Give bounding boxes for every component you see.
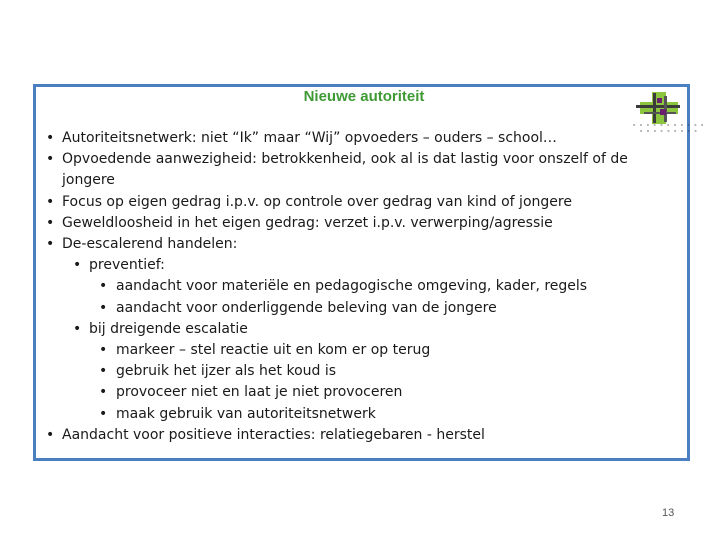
bullet-icon: • bbox=[99, 363, 108, 380]
list-item bbox=[42, 234, 682, 255]
list-item bbox=[42, 298, 682, 319]
bullet-icon: • bbox=[99, 342, 108, 359]
list-item-text: markeer – stel reactie uit en kom er op terug bbox=[116, 342, 431, 359]
list-item bbox=[42, 361, 682, 382]
list-item bbox=[42, 404, 682, 425]
list-item bbox=[42, 128, 682, 149]
list-item-text: De-escalerend handelen: bbox=[62, 236, 238, 253]
bullet-icon: • bbox=[99, 299, 108, 316]
list-item-text: preventief: bbox=[89, 257, 165, 274]
bullet-icon: • bbox=[46, 426, 55, 443]
logo-caption: x x x x x x x x x x x bbox=[633, 124, 705, 128]
list-item bbox=[42, 319, 682, 340]
bullet-icon: • bbox=[46, 130, 55, 146]
bullet-icon: • bbox=[73, 257, 82, 274]
list-item bbox=[42, 276, 682, 297]
bullet-icon: • bbox=[46, 193, 55, 210]
bullet-icon: • bbox=[46, 236, 55, 253]
logo-caption: x x x x x x x x x bbox=[640, 130, 698, 134]
list-item bbox=[42, 382, 682, 403]
page-number: 13 bbox=[662, 507, 675, 519]
list-item-text: provoceer niet en laat je niet provoceren bbox=[116, 384, 403, 401]
bullet-list bbox=[42, 128, 682, 446]
list-item-text: Autoriteitsnetwerk: niet “Ik” maar “Wij” opvoeders – ouders – school… bbox=[62, 130, 557, 146]
list-item-text: Aandacht voor positieve interacties: relatiegebaren - herstel bbox=[62, 426, 485, 443]
slide-title: Nieuwe autoriteit bbox=[303, 88, 425, 105]
list-item bbox=[42, 425, 682, 446]
bullet-icon: • bbox=[99, 278, 108, 295]
bullet-icon: • bbox=[46, 214, 55, 231]
list-item-text: Opvoedende aanwezigheid: betrokkenheid, ook al is dat lastig voor onszelf of de jongere bbox=[62, 151, 628, 189]
list-item bbox=[42, 192, 682, 213]
bullet-icon: • bbox=[99, 405, 108, 422]
list-item bbox=[42, 340, 682, 361]
list-item bbox=[42, 149, 682, 191]
bullet-icon: • bbox=[99, 384, 108, 401]
list-item bbox=[42, 213, 682, 234]
list-item bbox=[42, 255, 682, 276]
list-item-text: Focus op eigen gedrag i.p.v. op controle over gedrag van kind of jongere bbox=[62, 193, 572, 210]
list-item-text: bij dreigende escalatie bbox=[89, 320, 248, 337]
list-item-text: aandacht voor materiële en pedagogische omgeving, kader, regels bbox=[116, 278, 588, 295]
bullet-icon: • bbox=[73, 320, 82, 337]
list-item-text: maak gebruik van autoriteitsnetwerk bbox=[116, 405, 376, 422]
list-item-text: Geweldloosheid in het eigen gedrag: verzet i.p.v. verwerping/agressie bbox=[62, 214, 553, 231]
list-item-text: gebruik het ijzer als het koud is bbox=[116, 363, 337, 380]
bullet-icon: • bbox=[46, 151, 55, 168]
list-item-text: aandacht voor onderliggende beleving van de jongere bbox=[116, 299, 497, 316]
